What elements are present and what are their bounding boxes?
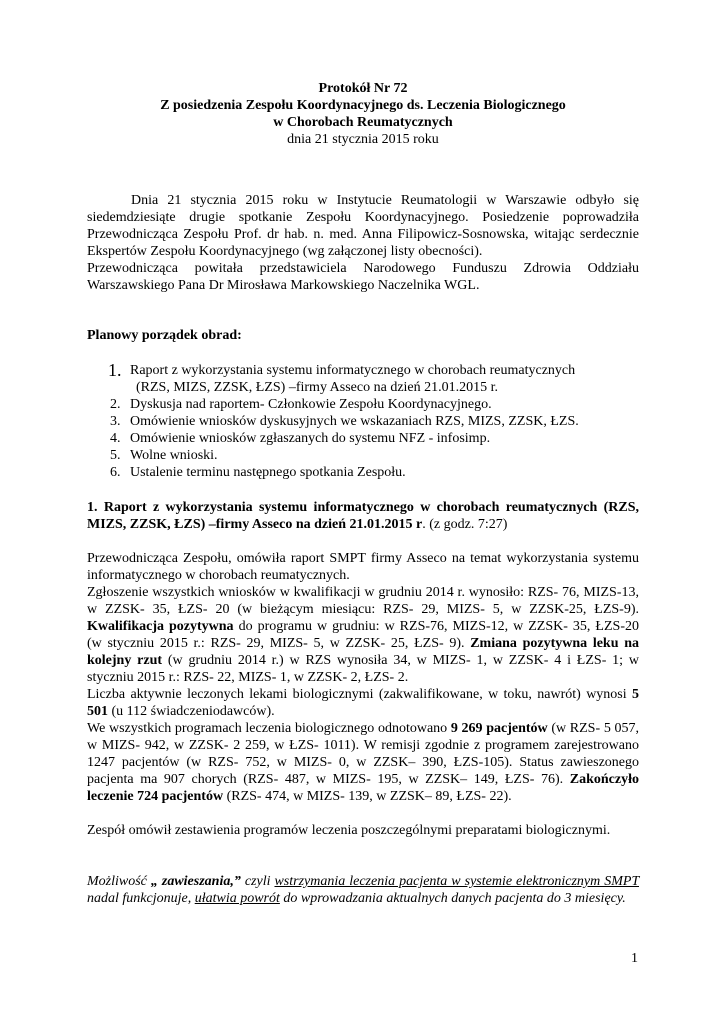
emphasis-qualification: Kwalifikacja pozytywna bbox=[87, 619, 234, 634]
agenda-item bbox=[87, 362, 639, 396]
report-summary-paragraph: Przewodnicząca Zespołu, omówiła raport SMPT firmy Asseco na temat wykorzystania systemu informatycznego w chorobach reumatycznych. bbox=[87, 551, 639, 583]
text-run: Zgłoszenie wszystkich wniosków w kwalifikacji w grudniu 2014 r. wynosiło: RZS- 76, MIZS-13, w ZZSK- 35, ŁZS- 20 (w bieżącym miesiącu: RZS- 29, MIZS- 5, w ZZSK-25, ŁZS-9). bbox=[87, 585, 639, 617]
spacer bbox=[87, 533, 639, 550]
agenda-item-number: 5. bbox=[110, 448, 121, 463]
text-run: Możliwość bbox=[87, 874, 147, 889]
agenda-item-number: 6. bbox=[110, 465, 121, 480]
team-discussion-paragraph: Zespół omówił zestawienia programów leczenia poszczególnymi preparatami biologicznymi. bbox=[87, 823, 611, 838]
agenda-item bbox=[87, 430, 639, 447]
text-run: (u 112 świadczeniodawców). bbox=[108, 704, 275, 719]
agenda-item-number: 3. bbox=[110, 414, 121, 429]
agenda-list bbox=[87, 362, 639, 481]
applications-paragraph bbox=[87, 584, 639, 686]
text-run: nadal funkcjonuje, bbox=[87, 891, 195, 906]
spacer bbox=[87, 148, 639, 192]
intro-paragraph: Dnia 21 stycznia 2015 roku w Instytucie Reumatologii w Warszawie odbyło się siedemdziesiąte drugie spotkanie Zespołu Koordynacyjnego. Posiedzenie poprowadziła Przewodnicząca Zespołu Prof. dr hab. n. med. Anna Filipowicz-Sosnowska, witając serdecznie Ekspertów Zespołu Koordynacyjnego (wg załączonej listy obecności). bbox=[87, 193, 639, 259]
spacer bbox=[87, 294, 639, 327]
agenda-item-text: Omówienie wniosków zgłaszanych do systemu NFZ - infosimp. bbox=[130, 431, 491, 446]
agenda-item-number: 2. bbox=[110, 397, 121, 412]
section-1-time: . (z godz. 7:27) bbox=[422, 517, 508, 532]
emphasis-suspension: „ zawieszania,” bbox=[146, 874, 241, 889]
agenda-item-text: Omówienie wniosków dyskusyjnych we wskazaniach RZS, MIZS, ZZSK, ŁZS. bbox=[130, 414, 579, 429]
agenda-item-number: 4. bbox=[110, 431, 121, 446]
agenda-item-number: 1. bbox=[108, 360, 122, 380]
spacer bbox=[87, 805, 639, 822]
agenda-item-text: Raport z wykorzystania systemu informatycznego w chorobach reumatycznych bbox=[130, 363, 576, 378]
document-page bbox=[87, 80, 639, 907]
text-run: Liczba aktywnie leczonych lekami biologicznymi (zakwalifikowane, w toku, nawrót) wynosi bbox=[87, 687, 632, 702]
agenda-item bbox=[87, 396, 639, 413]
intro-paragraph-2: Przewodnicząca powitała przedstawiciela Narodowego Funduszu Zdrowia Oddziału Warszawskiego Pana Dr Mirosława Markowskiego Naczelnika WGL. bbox=[87, 261, 639, 293]
agenda-item-text: Wolne wnioski. bbox=[130, 448, 218, 463]
text-run: (RZS- 474, w MIZS- 139, w ZZSK– 89, ŁZS- 22). bbox=[223, 789, 512, 804]
agenda-item bbox=[87, 447, 639, 464]
meeting-subtitle: w Chorobach Reumatycznych bbox=[273, 115, 453, 130]
emphasis-drug-change: Zmiana pozytywna leku na kolejny rzut bbox=[87, 636, 639, 668]
meeting-title: Z posiedzenia Zespołu Koordynacyjnego ds. Leczenia Biologicznego bbox=[160, 98, 566, 113]
all-programs-paragraph bbox=[87, 720, 639, 805]
agenda-item bbox=[87, 413, 639, 430]
text-run: do wprowadzania aktualnych danych pacjenta do 3 miesięcy. bbox=[279, 891, 626, 906]
spacer bbox=[87, 839, 639, 873]
text-run: (w RZS- 5 057, w MIZS- 942, w ZZSK- 2 259, w ŁZS- 1011). W remisji zgodnie z programem zarejestrowano 1247 pacjentów (w RZS- 752, w MIZS- 0, w ZZSK– 390, ŁZS-105). Status zawieszonego pacjenta ma 907 chorych (RZS- 487, w MIZS- 195, w ZZSK– 149, ŁZS- 76). bbox=[87, 721, 639, 787]
emphasis-active-count: 5 501 bbox=[87, 687, 639, 719]
page-number: 1 bbox=[631, 951, 638, 966]
spacer bbox=[87, 344, 639, 362]
agenda-item-text: Ustalenie terminu następnego spotkania Zespołu. bbox=[130, 465, 406, 480]
section-1-heading bbox=[87, 499, 639, 533]
agenda-title: Planowy porządek obrad: bbox=[87, 328, 242, 343]
agenda-item bbox=[87, 464, 639, 481]
agenda-item-text: Dyskusja nad raportem- Członkowie Zespołu Koordynacyjnego. bbox=[130, 397, 492, 412]
document-header bbox=[87, 80, 639, 148]
section-1-title: 1. Raport z wykorzystania systemu informatycznego w chorobach reumatycznych (RZS, MIZS, ZZSK, ŁZS) –firmy Asseco na dzień 21.01.2015 r bbox=[87, 500, 639, 532]
active-patients-paragraph bbox=[87, 686, 639, 720]
meeting-date: dnia 21 stycznia 2015 roku bbox=[287, 132, 439, 147]
suspension-note-paragraph bbox=[87, 873, 639, 907]
text-run: czyli bbox=[240, 874, 275, 889]
emphasis-completed: Zakończyło leczenie 724 pacjentów bbox=[87, 772, 639, 804]
text-run: do programu w grudniu: w RZS-76, MIZS-12, w ZZSK- 35, ŁZS-20 (w styczniu 2015 r.: RZS- 29, MIZS- 5, w ZZSK- 25, ŁZS- 9). bbox=[87, 619, 639, 651]
underlined-text: wstrzymania leczenia pacjenta w systemie elektronicznym SMPT bbox=[274, 874, 639, 889]
agenda-item-continuation: (RZS, MIZS, ZZSK, ŁZS) –firmy Asseco na dzień 21.01.2015 r. bbox=[136, 380, 499, 395]
protocol-number: Protokół Nr 72 bbox=[318, 81, 408, 96]
spacer bbox=[87, 481, 639, 499]
text-run: We wszystkich programach leczenia biologicznego odnotowano bbox=[87, 721, 451, 736]
underlined-text: ułatwia powrót bbox=[194, 891, 280, 906]
emphasis-total-patients: 9 269 pacjentów bbox=[450, 721, 548, 736]
text-run: (w grudniu 2014 r.) w RZS wynosiła 34, w MIZS- 1, w ZZSK- 4 i ŁZS- 1; w styczniu 2015 r.: RZS- 22, MIZS- 1, w ZZSK- 2, ŁZS- 2. bbox=[87, 653, 639, 685]
